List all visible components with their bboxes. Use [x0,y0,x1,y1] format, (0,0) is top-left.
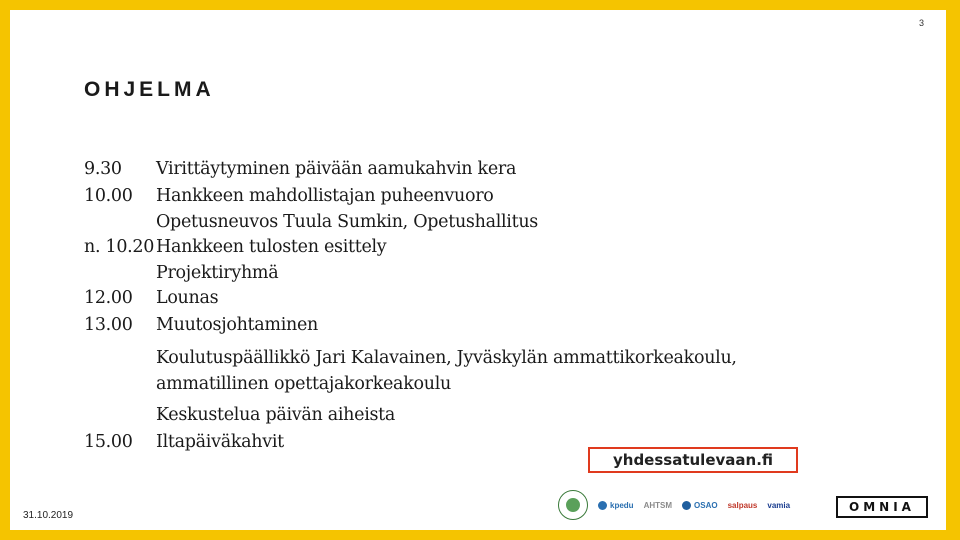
partner-name: kpedu [610,500,634,510]
partner-name: OSAO [694,500,718,510]
agenda-time: 10.00 [84,186,133,206]
yhdessatulevaan-logo: yhdessatulevaan.fi [588,447,798,473]
partner-logo [598,501,634,510]
slide-date: 31.10.2019 [23,510,74,521]
agenda-text: Koulutuspäällikkö Jari Kalavainen, Jyväskylän ammattikorkeakoulu, [156,348,737,368]
page-title: OHJELMA [84,78,215,101]
agenda-time: 9.30 [84,159,122,179]
partner-name: AHTSM [643,500,673,510]
agenda-time: n. 10.20 [84,237,155,257]
page-number: 3 [918,18,924,28]
agenda-time [84,402,156,429]
partner-logo [728,501,758,510]
agenda-text: Muutosjohtaminen [156,315,318,335]
agenda-time: 15.00 [84,432,133,452]
osao-icon [682,501,691,510]
agenda-item [84,234,784,285]
kpedu-icon [598,501,607,510]
slide [10,10,946,530]
agenda-text: Virittäytyminen päivään aamukahvin kera [156,159,517,179]
agenda-item [84,285,784,312]
partner-name: vamia [767,500,791,510]
partner-logo [644,501,672,510]
agenda-text: Hankkeen tulosten esittely [156,237,387,257]
omnia-logo: OMNIA [836,496,928,518]
partner-name: salpaus [727,500,758,510]
agenda-subtext: Projektiryhmä [156,263,279,283]
agenda-text: Keskustelua päivän aiheista [156,405,396,425]
agenda-item [84,345,784,396]
partner-logo [682,501,718,510]
agenda-time: 12.00 [84,288,133,308]
agenda [84,156,784,456]
agenda-item [84,183,784,234]
agenda-item [84,312,784,339]
agenda-time [84,345,156,396]
agenda-item [84,402,784,429]
agenda-subtext: ammatillinen opettajakorkeakoulu [156,374,451,394]
partner-logos [558,490,790,520]
agenda-item [84,156,784,183]
agenda-time: 13.00 [84,315,133,335]
agenda-subtext: Opetusneuvos Tuula Sumkin, Opetushallitus [156,212,538,232]
agenda-text: Hankkeen mahdollistajan puheenvuoro [156,186,494,206]
partner-logo [767,501,790,510]
ministry-seal-icon [558,490,588,520]
agenda-text: Lounas [156,288,219,308]
agenda-text: Iltapäiväkahvit [156,432,284,452]
